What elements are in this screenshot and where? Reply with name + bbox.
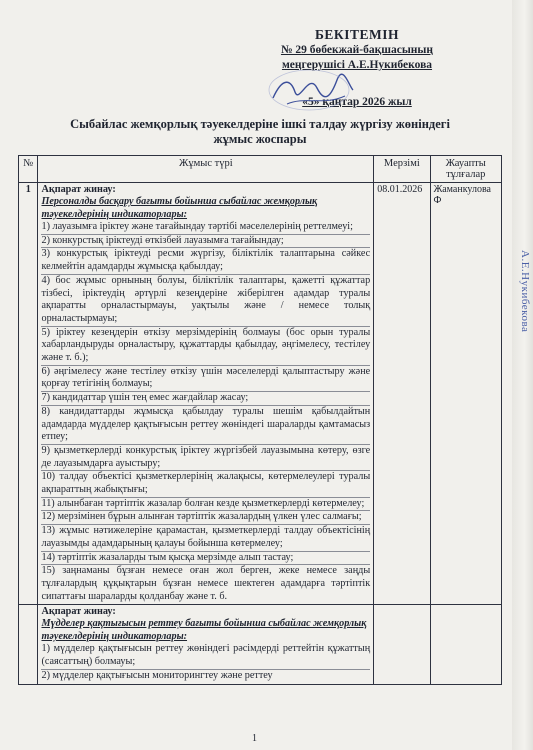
list-item: 15) заңнаманы бұзған немесе оған жол берген, жеке немесе заңды тұлғалардың құқықтарын бұзған немесе шектеген адамдарға тәртіптік сипаттағы шараларды қолданбау және т. б.	[41, 565, 371, 602]
list-item: 4) бос жұмыс орнының болуы, біліктілік талаптары, қажетті құжаттар тізбесі, іріктеудің әртүрлі кезеңдеріне жіберілген адамдар туралы ақпаратты орналастырмауы, уақтылы және / немесе толық орналастырмауы;	[41, 275, 370, 327]
approval-heading: БЕКІТЕМІН	[315, 27, 399, 42]
list-item: 5) іріктеу кезеңдерін өткізу мерзімдерінің болмауы (бос орын туралы хабарландыруды орналастыру, құжаттарды қабылдау, әңгімелесу, тестілеу және т. б.);	[41, 327, 370, 366]
indicator-list	[41, 643, 370, 682]
title-line-1: Сыбайлас жемқорлық тәуекелдеріне ішкі талдау жүргізу жөніндегі	[70, 117, 450, 131]
header-deadline: Мерзімі	[374, 156, 430, 183]
list-item: 8) кандидаттарды жұмысқа қабылдау туралы шешім қабылдайтын адамдарда мүдделер қақтығысын реттеу жөніндегі шараларды қамтамасыз етпеу;	[41, 406, 370, 445]
list-item: 7) кандидаттар үшін тең емес жағдайлар жасау;	[41, 392, 370, 406]
section-heading: Ақпарат жинау:	[41, 606, 116, 618]
list-item: 10) талдау объектісі қызметкерлерінің жалақысы, көтермелеулері туралы ақпараттың жабықтығы;	[41, 471, 370, 497]
signature-icon	[265, 66, 357, 114]
edge-stamp-text: А.Е.Нукибекова	[519, 250, 531, 333]
adjacent-page-edge	[512, 0, 533, 750]
row-number	[19, 605, 38, 684]
list-item: 6) әңгімелесу және тестілеу өткізу үшін мәселелерді қалыптастыру және қорғау тетігінің болмауы;	[41, 366, 370, 392]
list-item: 12) мерзімінен бұрын алынған тәртіптік жазалардың үлкен үлес салмағы;	[41, 511, 370, 525]
deadline-cell	[374, 605, 430, 684]
table-row	[19, 605, 502, 684]
work-description	[38, 183, 374, 605]
list-item: 11) алынбаған тәртіптік жазалар болған кезде қызметкерлерді көтермелеу;	[41, 498, 370, 512]
list-item: 13) жұмыс нәтижелеріне қарамастан, қызметкерлерді талдау объектісінің лауазымды адамдарының қалауы бойынша көтермелеу;	[41, 525, 370, 551]
table-row	[19, 183, 502, 605]
list-item: 3) конкурстық іріктеуді ресми жүргізу, біліктілік талаптарына сәйкес келмейтін адамдарды жұмысқа қабылдау;	[41, 248, 370, 274]
list-item: 1) мүдделер қақтығысын реттеу жөніндегі рәсімдерді реттейтін құжаттың (саясаттың) болмауы;	[41, 643, 370, 669]
list-item: 9) қызметкерлерді конкурстық іріктеу жүргізбей лауазымына көтеру, өзге де лауазымдарға ауыстыру;	[41, 445, 370, 471]
approval-org: № 29 бөбекжай-бақшасының	[280, 44, 434, 56]
deadline-cell: 08.01.2026	[374, 183, 430, 605]
plan-table	[18, 155, 502, 685]
document-title	[60, 117, 460, 147]
responsible-cell: Жаманкулова Ф	[430, 183, 502, 605]
indicator-list	[41, 221, 370, 603]
responsible-cell	[430, 605, 502, 684]
row-number: 1	[19, 183, 38, 605]
page-number: 1	[252, 733, 257, 744]
header-responsible: Жауапты тұлғалар	[430, 156, 502, 183]
list-item: 14) тәртіптік жазаларды тым қысқа мерзімде алып тастау;	[41, 552, 370, 566]
section-heading: Ақпарат жинау:	[41, 184, 116, 195]
list-item: 2) конкурстық іріктеуді өткізбей лауазымға тағайындау;	[41, 235, 370, 249]
table-header-row	[19, 156, 502, 183]
approval-date: «5» қаңтар 2026 жыл	[302, 96, 412, 108]
work-description	[38, 605, 374, 684]
section-subtitle: Персоналды басқару бағыты бойынша сыбайлас жемқорлық тәуекелдерінің индикаторлары:	[41, 196, 318, 220]
approval-head: меңгерушісі А.Е.Нукибекова	[281, 59, 433, 71]
list-item: 1) лауазымға іріктеу және тағайындау тәртібі мәселелерінің реттелмеуі;	[41, 221, 370, 235]
list-item: 2) мүдделер қақтығысын мониторингтеу және реттеу	[41, 669, 273, 681]
title-line-2: жұмыс жоспары	[213, 132, 307, 146]
section-subtitle: Мүдделер қақтығысын реттеу бағыты бойынша сыбайлас жемқорлық тәуекелдерінің индикаторлары:	[41, 618, 367, 642]
header-num: №	[19, 156, 38, 183]
header-work-type: Жұмыс түрі	[38, 156, 374, 183]
